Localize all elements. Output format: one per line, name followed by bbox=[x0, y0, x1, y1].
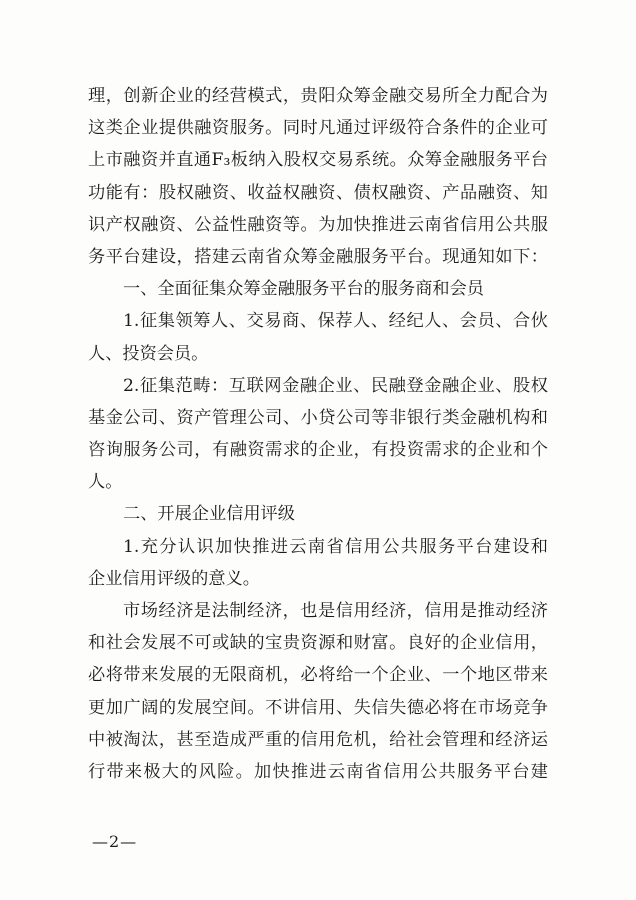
text-line: 市场经济是法制经济，也是信用经济，信用是推动经济 bbox=[123, 601, 548, 621]
text-line: 二、开展企业信用评级 bbox=[123, 504, 295, 525]
text-line: 基金公司、资产管理公司、小贷公司等非银行类金融机构和 bbox=[88, 407, 548, 428]
text-line: 识产权融资、公益性融资等。为加快推进云南省信用公共服 bbox=[88, 214, 548, 235]
text-line: 必将带来发展的无限商机，必将给一个企业、一个地区带来 bbox=[88, 665, 548, 686]
text-line: 一、全面征集众筹金融服务平台的服务商和会员 bbox=[123, 279, 484, 300]
text-line: 行带来极大的风险。加快推进云南省信用公共服务平台建 bbox=[88, 761, 548, 782]
text-line: 更加广阔的发展空间。不讲信用、失信失德必将在市场竞争 bbox=[88, 697, 548, 718]
text-line: 人、投资会员。 bbox=[88, 343, 209, 364]
text-line: 人。 bbox=[88, 472, 123, 493]
text-line: 和社会发展不可或缺的宝贵资源和财富。良好的企业信用， bbox=[88, 633, 548, 654]
text-line: 1.充分认识加快推进云南省信用公共服务平台建设和 bbox=[123, 536, 548, 557]
text-line: 上市融资并直通F₃板纳入股权交易系统。众筹金融服务平台 bbox=[88, 150, 548, 171]
text-line: 中被淘汰，甚至造成严重的信用危机，给社会管理和经济运 bbox=[88, 729, 548, 750]
text-line: 1.征集领筹人、交易商、保荐人、经纪人、会员、合伙 bbox=[123, 311, 548, 332]
text-line: 2.征集范畴：互联网金融企业、民融登金融企业、股权 bbox=[123, 375, 548, 396]
text-line: 这类企业提供融资服务。同时凡通过评级符合条件的企业可 bbox=[88, 118, 548, 139]
text-line: 企业信用评级的意义。 bbox=[88, 568, 260, 589]
text-line: 务平台建设，搭建云南省众筹金融服务平台。现通知如下： bbox=[88, 246, 548, 267]
text-line: 咨询服务公司，有融资需求的企业，有投资需求的企业和个 bbox=[88, 440, 548, 461]
text-line: 理，创新企业的经营模式，贵阳众筹金融交易所全力配合为 bbox=[88, 86, 548, 106]
text-line: 功能有：股权融资、收益权融资、债权融资、产品融资、知 bbox=[88, 182, 548, 203]
page-number: —2— bbox=[92, 832, 138, 851]
body-text bbox=[88, 80, 548, 788]
